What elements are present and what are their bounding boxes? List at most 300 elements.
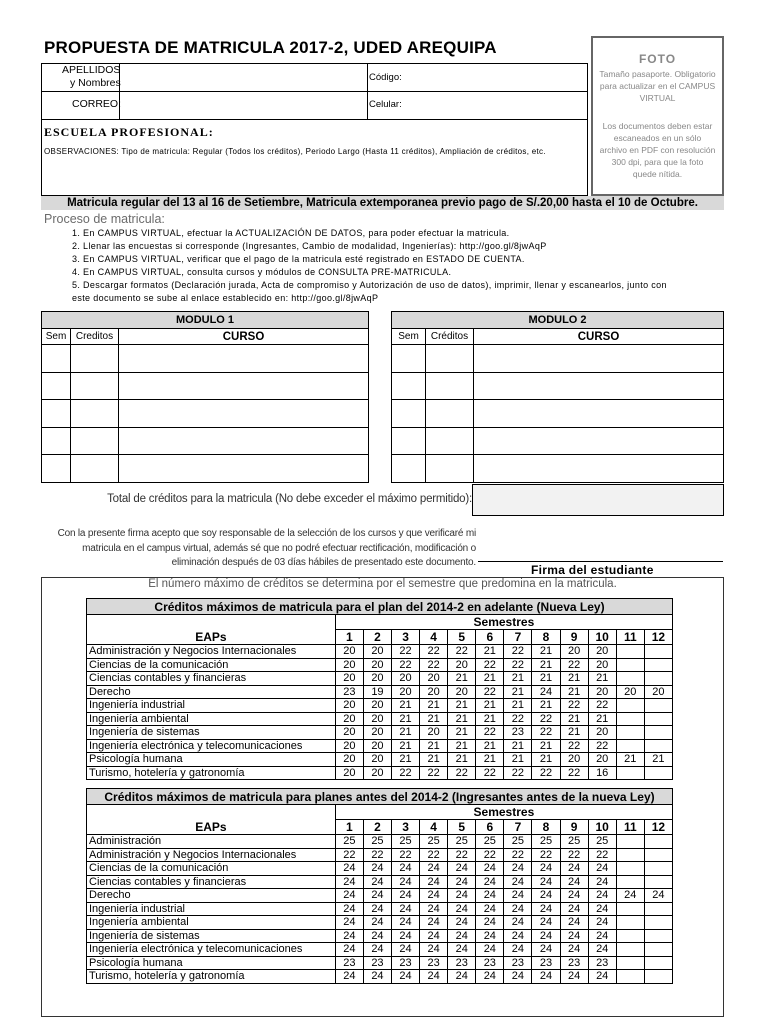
- eap-row: [87, 875, 673, 889]
- max-credits-cell: 21: [532, 753, 560, 767]
- max-credits-cell: 22: [476, 766, 504, 780]
- eap-name: Turismo, hotelería y gatronomía: [87, 970, 336, 984]
- max-credits-cell: [616, 875, 644, 889]
- max-credits-cell: 20: [588, 645, 616, 659]
- semestres-header: Semestres: [335, 805, 672, 820]
- max-credits-cell: 22: [391, 645, 419, 659]
- max-credits-cell: 24: [588, 875, 616, 889]
- max-credits-cell: 20: [560, 753, 588, 767]
- max-credits-cell: 20: [363, 645, 391, 659]
- max-credits-cell: 25: [504, 835, 532, 849]
- max-credits-cell: 24: [532, 902, 560, 916]
- max-credits-cell: 21: [448, 739, 476, 753]
- max-credits-cell: 23: [560, 956, 588, 970]
- max-credits-cell: 21: [420, 753, 448, 767]
- max-credits-cell: 24: [532, 889, 560, 903]
- max-credits-cell: 24: [588, 970, 616, 984]
- eap-row: [87, 672, 673, 686]
- max-credits-cell: 24: [588, 889, 616, 903]
- max-credits-cell: 24: [532, 862, 560, 876]
- celular-field[interactable]: [412, 93, 586, 118]
- max-credits-cell: [616, 645, 644, 659]
- max-credits-cell: 22: [448, 766, 476, 780]
- max-credits-cell: 23: [420, 956, 448, 970]
- eap-name: Ingeniería electrónica y telecomunicaciones: [87, 943, 336, 957]
- eap-row: [87, 889, 673, 903]
- semester-number: 8: [532, 820, 560, 835]
- max-credits-cell: 21: [420, 699, 448, 713]
- max-credits-cell: [616, 929, 644, 943]
- max-credits-cell: 20: [363, 753, 391, 767]
- max-credits-cell: 24: [420, 875, 448, 889]
- max-credits-cell: 22: [391, 766, 419, 780]
- max-credits-cell: 24: [391, 875, 419, 889]
- photo-label: FOTO: [638, 52, 677, 66]
- max-credits-cell: 24: [504, 943, 532, 957]
- max-credits-cell: 24: [616, 889, 644, 903]
- max-credits-cell: 24: [532, 875, 560, 889]
- max-credits-cell: 24: [560, 916, 588, 930]
- step-item: este documento se sube al enlace establecido en: http://goo.gl/8jwAqP: [72, 293, 379, 303]
- max-credits-cell: 22: [504, 766, 532, 780]
- firma-declaration: Con la presente firma acepto que soy responsable de la selección de los cursos y que verificaré mi matricula en el campus virtual, además sé que no podré efectuar rectificación, modificación o eliminación después de 03 días hábiles de presentado este documento.: [57, 528, 476, 568]
- max-credits-cell: 23: [476, 956, 504, 970]
- max-credits-cell: 22: [504, 712, 532, 726]
- max-credits-cell: 21: [504, 685, 532, 699]
- max-credits-cell: [616, 726, 644, 740]
- max-credits-cell: 21: [391, 739, 419, 753]
- max-credits-cell: 24: [420, 902, 448, 916]
- max-credits-cell: 22: [532, 766, 560, 780]
- max-credits-cell: 20: [335, 739, 363, 753]
- max-credits-cell: 24: [476, 916, 504, 930]
- semester-number: 5: [448, 630, 476, 645]
- max-credits-cell: 20: [335, 712, 363, 726]
- max-credits-cell: [616, 739, 644, 753]
- modulo-2-title: MODULO 2: [392, 312, 724, 329]
- max-credits-cell: [616, 862, 644, 876]
- max-credits-cell: 20: [644, 685, 672, 699]
- col-sem: Sem: [392, 329, 426, 345]
- max-credits-cell: 24: [560, 862, 588, 876]
- col-curso: CURSO: [119, 329, 369, 345]
- page-title: PROPUESTA DE MATRICULA 2017-2, UDED AREQUIPA: [44, 38, 497, 57]
- max-credits-cell: 25: [560, 835, 588, 849]
- max-credits-cell: 21: [448, 672, 476, 686]
- max-credits-cell: 24: [448, 889, 476, 903]
- eaps-header: EAPs: [87, 820, 336, 835]
- max-credits-cell: 21: [476, 645, 504, 659]
- semester-number: 8: [532, 630, 560, 645]
- max-credits-cell: 20: [363, 766, 391, 780]
- max-credits-cell: 24: [391, 929, 419, 943]
- max-credits-cell: 24: [420, 970, 448, 984]
- max-credits-cell: 21: [532, 658, 560, 672]
- max-credits-cell: 21: [616, 753, 644, 767]
- max-credits-cell: 20: [363, 699, 391, 713]
- max-credits-cell: 22: [476, 726, 504, 740]
- max-credits-cell: 24: [335, 862, 363, 876]
- semester-number: 3: [391, 820, 419, 835]
- max-credits-cell: 20: [363, 658, 391, 672]
- col-creditos: Creditos: [71, 329, 119, 345]
- proceso-title: Proceso de matricula:: [44, 212, 165, 226]
- max-credits-cell: 24: [420, 862, 448, 876]
- max-credits-cell: 20: [335, 672, 363, 686]
- max-credits-cell: 24: [504, 889, 532, 903]
- max-credits-cell: 24: [335, 929, 363, 943]
- max-credits-cell: 24: [391, 889, 419, 903]
- max-credits-cell: 20: [588, 685, 616, 699]
- max-credits-cell: 21: [476, 699, 504, 713]
- modulo-2-table: [391, 311, 724, 483]
- max-credits-cell: 22: [532, 848, 560, 862]
- max-credits-cell: 24: [588, 862, 616, 876]
- max-credits-cell: 23: [448, 956, 476, 970]
- max-credits-cell: 22: [532, 726, 560, 740]
- max-credits-cell: 20: [391, 685, 419, 699]
- max-credits-cell: 24: [420, 889, 448, 903]
- eap-row: [87, 916, 673, 930]
- max-credits-cell: 21: [560, 672, 588, 686]
- semester-number: 6: [476, 630, 504, 645]
- eap-name: Ciencias contables y financieras: [87, 672, 336, 686]
- max-credits-cell: 25: [588, 835, 616, 849]
- max-credits-cell: 24: [391, 943, 419, 957]
- course-row: [42, 455, 369, 483]
- eap-row: [87, 739, 673, 753]
- max-credits-cell: [644, 848, 672, 862]
- max-credits-cell: 21: [532, 645, 560, 659]
- max-credits-cell: [616, 835, 644, 849]
- max-credits-cell: 20: [335, 766, 363, 780]
- eap-row: [87, 712, 673, 726]
- max-credits-cell: 24: [504, 875, 532, 889]
- nombres-label: y Nombres: [70, 77, 121, 89]
- eap-name: Psicología humana: [87, 753, 336, 767]
- max-credits-cell: 22: [420, 645, 448, 659]
- max-credits-note: El número máximo de créditos se determina por el semestre que predomina en la matricula.: [148, 578, 617, 590]
- max-credits-cell: 23: [391, 956, 419, 970]
- semestres-header: Semestres: [335, 615, 672, 630]
- max-credits-cell: 24: [363, 862, 391, 876]
- celular-label: Celular:: [369, 99, 402, 110]
- max-credits-cell: 21: [448, 726, 476, 740]
- apellidos-field[interactable]: [121, 65, 365, 90]
- max-credits-cell: 24: [588, 929, 616, 943]
- max-credits-cell: 21: [588, 712, 616, 726]
- eap-row: [87, 726, 673, 740]
- max-credits-cell: 24: [476, 875, 504, 889]
- eap-name: Ingeniería de sistemas: [87, 929, 336, 943]
- max-credits-cell: [644, 875, 672, 889]
- eap-row: [87, 685, 673, 699]
- max-credits-cell: 21: [448, 712, 476, 726]
- course-row: [392, 372, 724, 400]
- codigo-field[interactable]: [412, 65, 586, 90]
- proceso-steps: [72, 227, 667, 305]
- max-credits-cell: 22: [532, 712, 560, 726]
- max-credits-cell: 20: [448, 685, 476, 699]
- eap-name: Ingeniería ambiental: [87, 916, 336, 930]
- max-credits-cell: [616, 848, 644, 862]
- max-credits-cell: 24: [448, 970, 476, 984]
- max-credits-cell: 21: [391, 712, 419, 726]
- max-credits-cell: 21: [504, 672, 532, 686]
- max-credits-cell: 23: [363, 956, 391, 970]
- max-credits-cell: 24: [363, 943, 391, 957]
- eap-row: [87, 753, 673, 767]
- semester-number: 12: [644, 630, 672, 645]
- eap-row: [87, 658, 673, 672]
- step-item: 1. En CAMPUS VIRTUAL, efectuar la ACTUALIZACIÓN DE DATOS, para poder efectuar la matricula.: [72, 228, 510, 238]
- semester-number: 11: [616, 820, 644, 835]
- max-credits-cell: [616, 902, 644, 916]
- course-row: [392, 455, 724, 483]
- max-credits-cell: [616, 943, 644, 957]
- max-credits-cell: [616, 712, 644, 726]
- semester-number: 1: [335, 820, 363, 835]
- enrollment-dates-notice: Matricula regular del 13 al 16 de Setiembre, Matricula extemporanea previo pago de S/.20,00 hasta el 10 de Octubre.: [41, 196, 724, 210]
- max-credits-cell: 24: [363, 970, 391, 984]
- max-credits-cell: 24: [335, 943, 363, 957]
- max-credits-cell: [616, 672, 644, 686]
- max-credits-cell: 24: [363, 929, 391, 943]
- max-credits-cell: 24: [391, 970, 419, 984]
- max-credits-cell: 20: [448, 658, 476, 672]
- eap-row: [87, 645, 673, 659]
- max-credits-cell: 24: [532, 970, 560, 984]
- max-credits-cell: 25: [532, 835, 560, 849]
- max-credits-cell: 24: [335, 902, 363, 916]
- max-credits-cell: 21: [504, 699, 532, 713]
- max-credits-cell: 22: [448, 645, 476, 659]
- max-credits-cell: 20: [588, 753, 616, 767]
- eap-name: Ingeniería ambiental: [87, 712, 336, 726]
- semester-number: 7: [504, 630, 532, 645]
- max-credits-cell: [644, 970, 672, 984]
- max-credits-cell: 22: [420, 766, 448, 780]
- max-credits-cell: [616, 699, 644, 713]
- eap-name: Ingeniería industrial: [87, 699, 336, 713]
- max-credits-cell: [616, 766, 644, 780]
- max-credits-cell: 21: [504, 739, 532, 753]
- max-credits-cell: 24: [560, 889, 588, 903]
- max-credits-cell: 24: [420, 943, 448, 957]
- max-credits-cell: 24: [420, 929, 448, 943]
- max-credits-cell: 24: [476, 862, 504, 876]
- max-credits-cell: 25: [420, 835, 448, 849]
- max-credits-cell: 20: [363, 672, 391, 686]
- max-credits-cell: [616, 956, 644, 970]
- max-credits-cell: 24: [504, 916, 532, 930]
- eap-row: [87, 848, 673, 862]
- max-credits-cell: 23: [504, 956, 532, 970]
- max-credits-cell: 24: [391, 902, 419, 916]
- max-credits-cell: 20: [335, 699, 363, 713]
- modulo-1-title: MODULO 1: [42, 312, 369, 329]
- max-credits-cell: [644, 726, 672, 740]
- semester-number: 10: [588, 820, 616, 835]
- signature-line[interactable]: [478, 561, 723, 562]
- eap-name: Ciencias de la comunicación: [87, 658, 336, 672]
- credits-table-new-law: [86, 598, 673, 780]
- eap-row: [87, 943, 673, 957]
- max-credits-cell: 20: [391, 672, 419, 686]
- max-credits-cell: 21: [560, 726, 588, 740]
- eap-name: Ingeniería de sistemas: [87, 726, 336, 740]
- eaps-header: EAPs: [87, 630, 336, 645]
- max-credits-cell: 22: [560, 699, 588, 713]
- max-credits-cell: 20: [363, 739, 391, 753]
- max-credits-cell: 25: [391, 835, 419, 849]
- max-credits-cell: 21: [476, 739, 504, 753]
- total-creditos-field[interactable]: [472, 484, 724, 516]
- eap-row: [87, 835, 673, 849]
- max-credits-cell: 22: [504, 848, 532, 862]
- max-credits-cell: 24: [391, 916, 419, 930]
- eap-name: Ciencias de la comunicación: [87, 862, 336, 876]
- max-credits-cell: 21: [476, 753, 504, 767]
- max-credits-cell: 24: [363, 875, 391, 889]
- max-credits-cell: 22: [363, 848, 391, 862]
- max-credits-cell: 24: [588, 916, 616, 930]
- max-credits-cell: 24: [504, 862, 532, 876]
- course-row: [392, 400, 724, 428]
- eap-name: Derecho: [87, 889, 336, 903]
- max-credits-cell: 21: [532, 739, 560, 753]
- total-creditos-label: Total de créditos para la matricula (No debe exceder el máximo permitido):: [107, 493, 472, 505]
- max-credits-cell: 24: [391, 862, 419, 876]
- max-credits-cell: 24: [560, 970, 588, 984]
- eap-name: Derecho: [87, 685, 336, 699]
- correo-label: CORREO:: [72, 98, 122, 110]
- eap-name: Administración y Negocios Internacionales: [87, 848, 336, 862]
- semester-number: 6: [476, 820, 504, 835]
- max-credits-cell: 21: [532, 672, 560, 686]
- max-credits-cell: 23: [504, 726, 532, 740]
- max-credits-cell: [644, 712, 672, 726]
- semester-number: 12: [644, 820, 672, 835]
- max-credits-cell: 25: [363, 835, 391, 849]
- semester-number: 2: [363, 820, 391, 835]
- max-credits-cell: 24: [560, 929, 588, 943]
- max-credits-cell: 24: [420, 916, 448, 930]
- course-row: [42, 372, 369, 400]
- semester-number: 4: [420, 630, 448, 645]
- max-credits-cell: 21: [420, 712, 448, 726]
- max-credits-cell: 22: [504, 658, 532, 672]
- step-item: 2. Llenar las encuestas si corresponde (Ingresantes, Cambio de modalidad, Ingenierías): http://goo.gl/8jwAqP: [72, 241, 547, 251]
- max-credits-cell: [616, 970, 644, 984]
- max-credits-cell: 20: [363, 712, 391, 726]
- max-credits-cell: 20: [420, 726, 448, 740]
- max-credits-cell: 20: [335, 726, 363, 740]
- max-credits-cell: 24: [588, 943, 616, 957]
- step-item: 3. En CAMPUS VIRTUAL, verificar que el pago de la matricula esté registrado en ESTADO DE CUENTA.: [72, 254, 525, 264]
- semester-number: 2: [363, 630, 391, 645]
- max-credits-cell: 22: [391, 848, 419, 862]
- max-credits-cell: 24: [448, 943, 476, 957]
- photo-document-note: Los documentos deben estar escaneados en un sólo archivo en PDF con resolución 300 dpi, para que la foto quede nítida.: [599, 121, 716, 179]
- eap-row: [87, 766, 673, 780]
- photo-box[interactable]: [591, 36, 724, 196]
- semester-number: 9: [560, 630, 588, 645]
- eap-row: [87, 862, 673, 876]
- max-credits-cell: 24: [504, 970, 532, 984]
- semester-number: 10: [588, 630, 616, 645]
- max-credits-cell: 22: [448, 848, 476, 862]
- max-credits-cell: 24: [448, 862, 476, 876]
- max-credits-cell: 24: [476, 943, 504, 957]
- max-credits-cell: 24: [560, 943, 588, 957]
- step-item: 5. Descargar formatos (Declaración jurada, Acta de compromiso y Autorización de uso de datos), imprimir, llenar y escanearlos, junto con: [72, 280, 667, 290]
- max-credits-cell: 24: [476, 929, 504, 943]
- max-credits-cell: 24: [363, 916, 391, 930]
- eap-row: [87, 956, 673, 970]
- escuela-label: ESCUELA PROFESIONAL:: [44, 125, 214, 139]
- max-credits-cell: [644, 862, 672, 876]
- student-info-form: [41, 63, 588, 196]
- max-credits-cell: 21: [391, 699, 419, 713]
- max-credits-cell: 24: [532, 916, 560, 930]
- step-item: 4. En CAMPUS VIRTUAL, consulta cursos y módulos de CONSULTA PRE-MATRICULA.: [72, 267, 452, 277]
- max-credits-cell: 25: [448, 835, 476, 849]
- max-credits-cell: 24: [335, 889, 363, 903]
- max-credits-cell: 24: [363, 902, 391, 916]
- max-credits-cell: 24: [335, 916, 363, 930]
- max-credits-cell: 21: [560, 712, 588, 726]
- max-credits-cell: 20: [420, 672, 448, 686]
- eap-row: [87, 970, 673, 984]
- max-credits-cell: 21: [448, 753, 476, 767]
- eap-name: Ingeniería industrial: [87, 902, 336, 916]
- course-row: [42, 427, 369, 455]
- max-credits-cell: 16: [588, 766, 616, 780]
- correo-field[interactable]: [121, 93, 365, 118]
- observaciones-text: OBSERVACIONES: Tipo de matricula: Regular (Todos los créditos), Periodo Largo (Hasta 11 créditos), Ampliación de créditos, etc.: [44, 147, 546, 156]
- eap-name: Ciencias contables y financieras: [87, 875, 336, 889]
- max-credits-cell: 21: [560, 685, 588, 699]
- semester-number: 5: [448, 820, 476, 835]
- course-row: [42, 400, 369, 428]
- max-credits-cell: 24: [644, 889, 672, 903]
- max-credits-cell: 22: [420, 848, 448, 862]
- max-credits-cell: 22: [476, 848, 504, 862]
- max-credits-cell: 24: [335, 875, 363, 889]
- max-credits-cell: 20: [363, 726, 391, 740]
- max-credits-cell: 20: [335, 658, 363, 672]
- max-credits-cell: 21: [532, 699, 560, 713]
- eap-row: [87, 902, 673, 916]
- max-credits-cell: 25: [335, 835, 363, 849]
- max-credits-cell: 22: [560, 766, 588, 780]
- max-credits-cell: [644, 739, 672, 753]
- max-credits-cell: [644, 699, 672, 713]
- semester-number: 1: [335, 630, 363, 645]
- max-credits-cell: 24: [448, 875, 476, 889]
- semester-number: 3: [391, 630, 419, 645]
- max-credits-cell: [644, 956, 672, 970]
- max-credits-cell: 22: [504, 645, 532, 659]
- modulo-1-table: [41, 311, 369, 483]
- max-credits-cell: 22: [476, 685, 504, 699]
- photo-size-note: Tamaño pasaporte. Obligatorio para actualizar en el CAMPUS VIRTUAL: [599, 69, 716, 103]
- max-credits-cell: 24: [504, 902, 532, 916]
- max-credits-cell: 20: [588, 726, 616, 740]
- semester-number: 7: [504, 820, 532, 835]
- semester-number: 9: [560, 820, 588, 835]
